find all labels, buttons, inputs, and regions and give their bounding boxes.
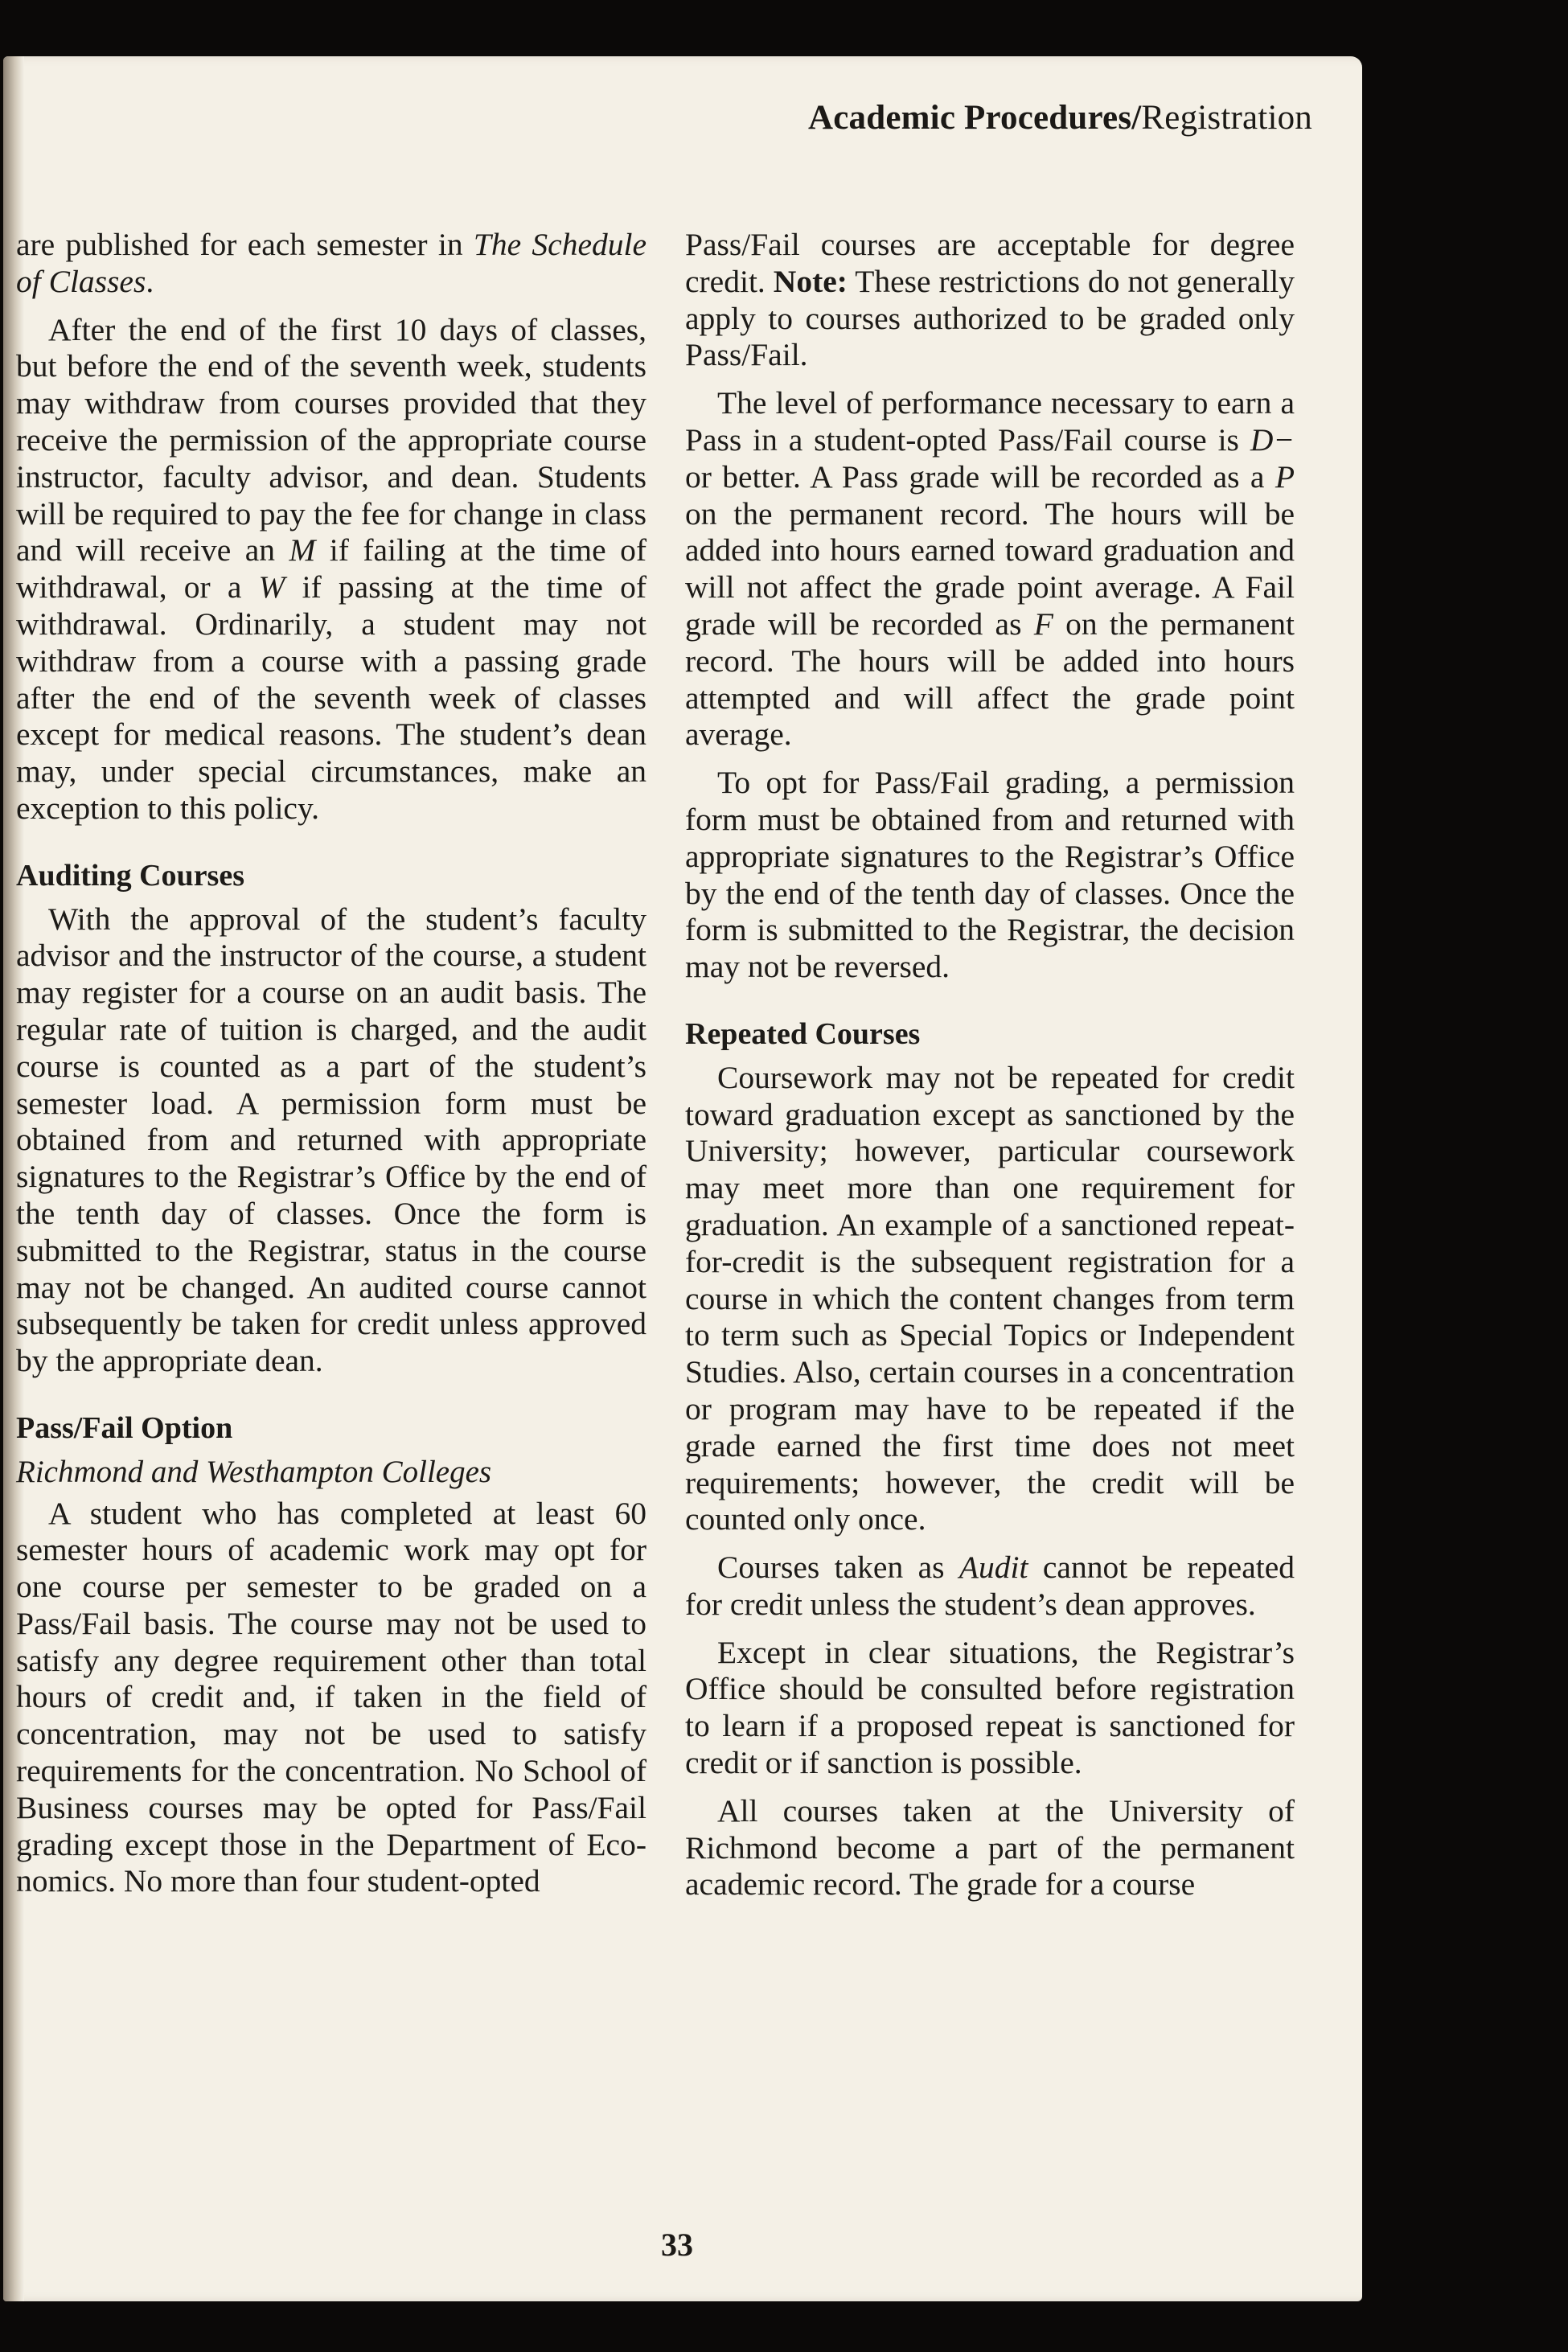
grade-p: P [1275, 458, 1295, 495]
paragraph-opt-procedure: To opt for Pass/Fail grading, a permission form must be obtained from and returned with appropriate signatures to the Registrar’s Office by the end of the tenth day of classes. Once the form is submitted to the Registrar, the decision may not be reversed. [685, 765, 1295, 985]
text-run: After the end of the first 10 days of classes, but before the end of the seventh week, students may withdraw from courses provided that they receive the permission of the appropriate course instructor, faculty advisor, and dean. Students will be required to pay the fee for change in class and will receive an [16, 311, 646, 569]
text-run: Courses taken as [717, 1550, 959, 1586]
left-column [16, 227, 646, 1911]
publication-title: The Schedule of Classes [16, 227, 647, 299]
text-run: if failing at the time of withdrawal, or a [16, 532, 646, 605]
text-run: . [146, 263, 154, 299]
note-label: Note: [773, 263, 848, 299]
heading-auditing-courses: Auditing Courses [16, 858, 244, 893]
right-column [685, 227, 1295, 1915]
page-number: 33 [661, 2227, 693, 2263]
grade-d-minus: D− [1250, 421, 1295, 458]
heading-pass-fail-option: Pass/Fail Option [16, 1410, 233, 1445]
paragraph-auditing: With the approval of the student’s faculty advisor and the instructor of the course, a student may register for a course on an audit basis. The regular rate of tuition is charged, and the audit course is counted as a part of the student’s semester load. A permission form must be obtained from and returned with appropriate signatures to the Registrar’s Office by the end of the tenth day of classes. Once the form is submitted to the Registrar, status in the course may not be changed. An audited course cannot subsequently be taken for credit unless approved by the appropriate dean. [16, 901, 646, 1379]
document-page [3, 56, 1362, 2301]
paragraph-performance-level [685, 385, 1295, 753]
header-section: Academic Procedures/ [808, 99, 1142, 137]
text-run: on the permanent record. The hours will be added into hours attempted and will affect the grade point average. [685, 605, 1295, 753]
text-run: cannot be repeated for credit unless the student’s dean approves. [685, 1550, 1295, 1622]
paragraph-permanent-record: All courses taken at the University of Richmond become a part of the permanent academic record. The grade for a course [685, 1792, 1295, 1903]
header-subsection: Registration [1141, 99, 1312, 137]
text-run: Pass/Fail courses are acceptable for degree credit. [685, 227, 1295, 299]
text-run: on the permanent record. The hours will be added into hours earned toward graduation and will not affect the grade point average. A Fail grade will be recorded as [685, 495, 1295, 642]
text-run: are published for each semester in [16, 227, 474, 262]
paragraph-withdrawal [16, 312, 646, 827]
paragraph-pass-fail: A student who has completed at least 60 semester hours of academic work may opt for one course per semester to be graded on a Pass/Fail basis. The course may not be used to satisfy any degree requirement other than total hours of credit and, if taken in the field of concentration, may not be used to satisfy requirements for the concentration. No School of Business courses may be opted for Pass/Fail grading except those in the Department of Economics. No more than four student-opted [16, 1495, 646, 1899]
text-run: The level of performance necessary to earn a Pass in a student-opted Pass/Fail course is [685, 385, 1295, 458]
paragraph-audit-repeat [685, 1550, 1295, 1623]
text-run: if passing at the time of withdrawal. Ordinarily, a student may not withdraw from a course with a passing grade after the end of the seventh week of classes except for medical reasons. The student’s dean may, under special circumstances, make an exception to this policy. [16, 569, 646, 826]
paragraph-repeated: Coursework may not be repeated for credit toward graduation except as sanctioned by the University; however, particular coursework may meet more than one requirement for graduation. An example of a sanctioned repeat-for-credit is the subsequent registration for a course in which the content changes from term to term such as Special Topics or Independent Studies. Also, certain courses in a concentration or program may have to be repeated if the grade earned the first time does not meet requirements; however, the credit will be counted only once. [685, 1059, 1295, 1537]
text-run: or better. A Pass grade will be recorded as a [685, 458, 1275, 495]
grade-f: F [1033, 605, 1053, 642]
audit-term: Audit [958, 1550, 1028, 1586]
running-header [808, 98, 1312, 138]
paragraph-consult-registrar: Except in clear situations, the Registrar’s Office should be consulted before registration to learn if a proposed repeat is sanctioned for credit or if sanction is possible. [685, 1634, 1295, 1781]
heading-repeated-courses: Repeated Courses [685, 1016, 921, 1051]
text-run: These restrictions do not generally apply to courses authorized to be graded only Pass/Fail. [685, 263, 1295, 373]
subheading-colleges: Richmond and Westhampton Colleges [16, 1454, 492, 1489]
paragraph-pass-fail-continued [685, 227, 1295, 374]
paragraph-schedule [16, 227, 646, 301]
grade-m: M [289, 532, 316, 569]
grade-w: W [258, 569, 285, 605]
